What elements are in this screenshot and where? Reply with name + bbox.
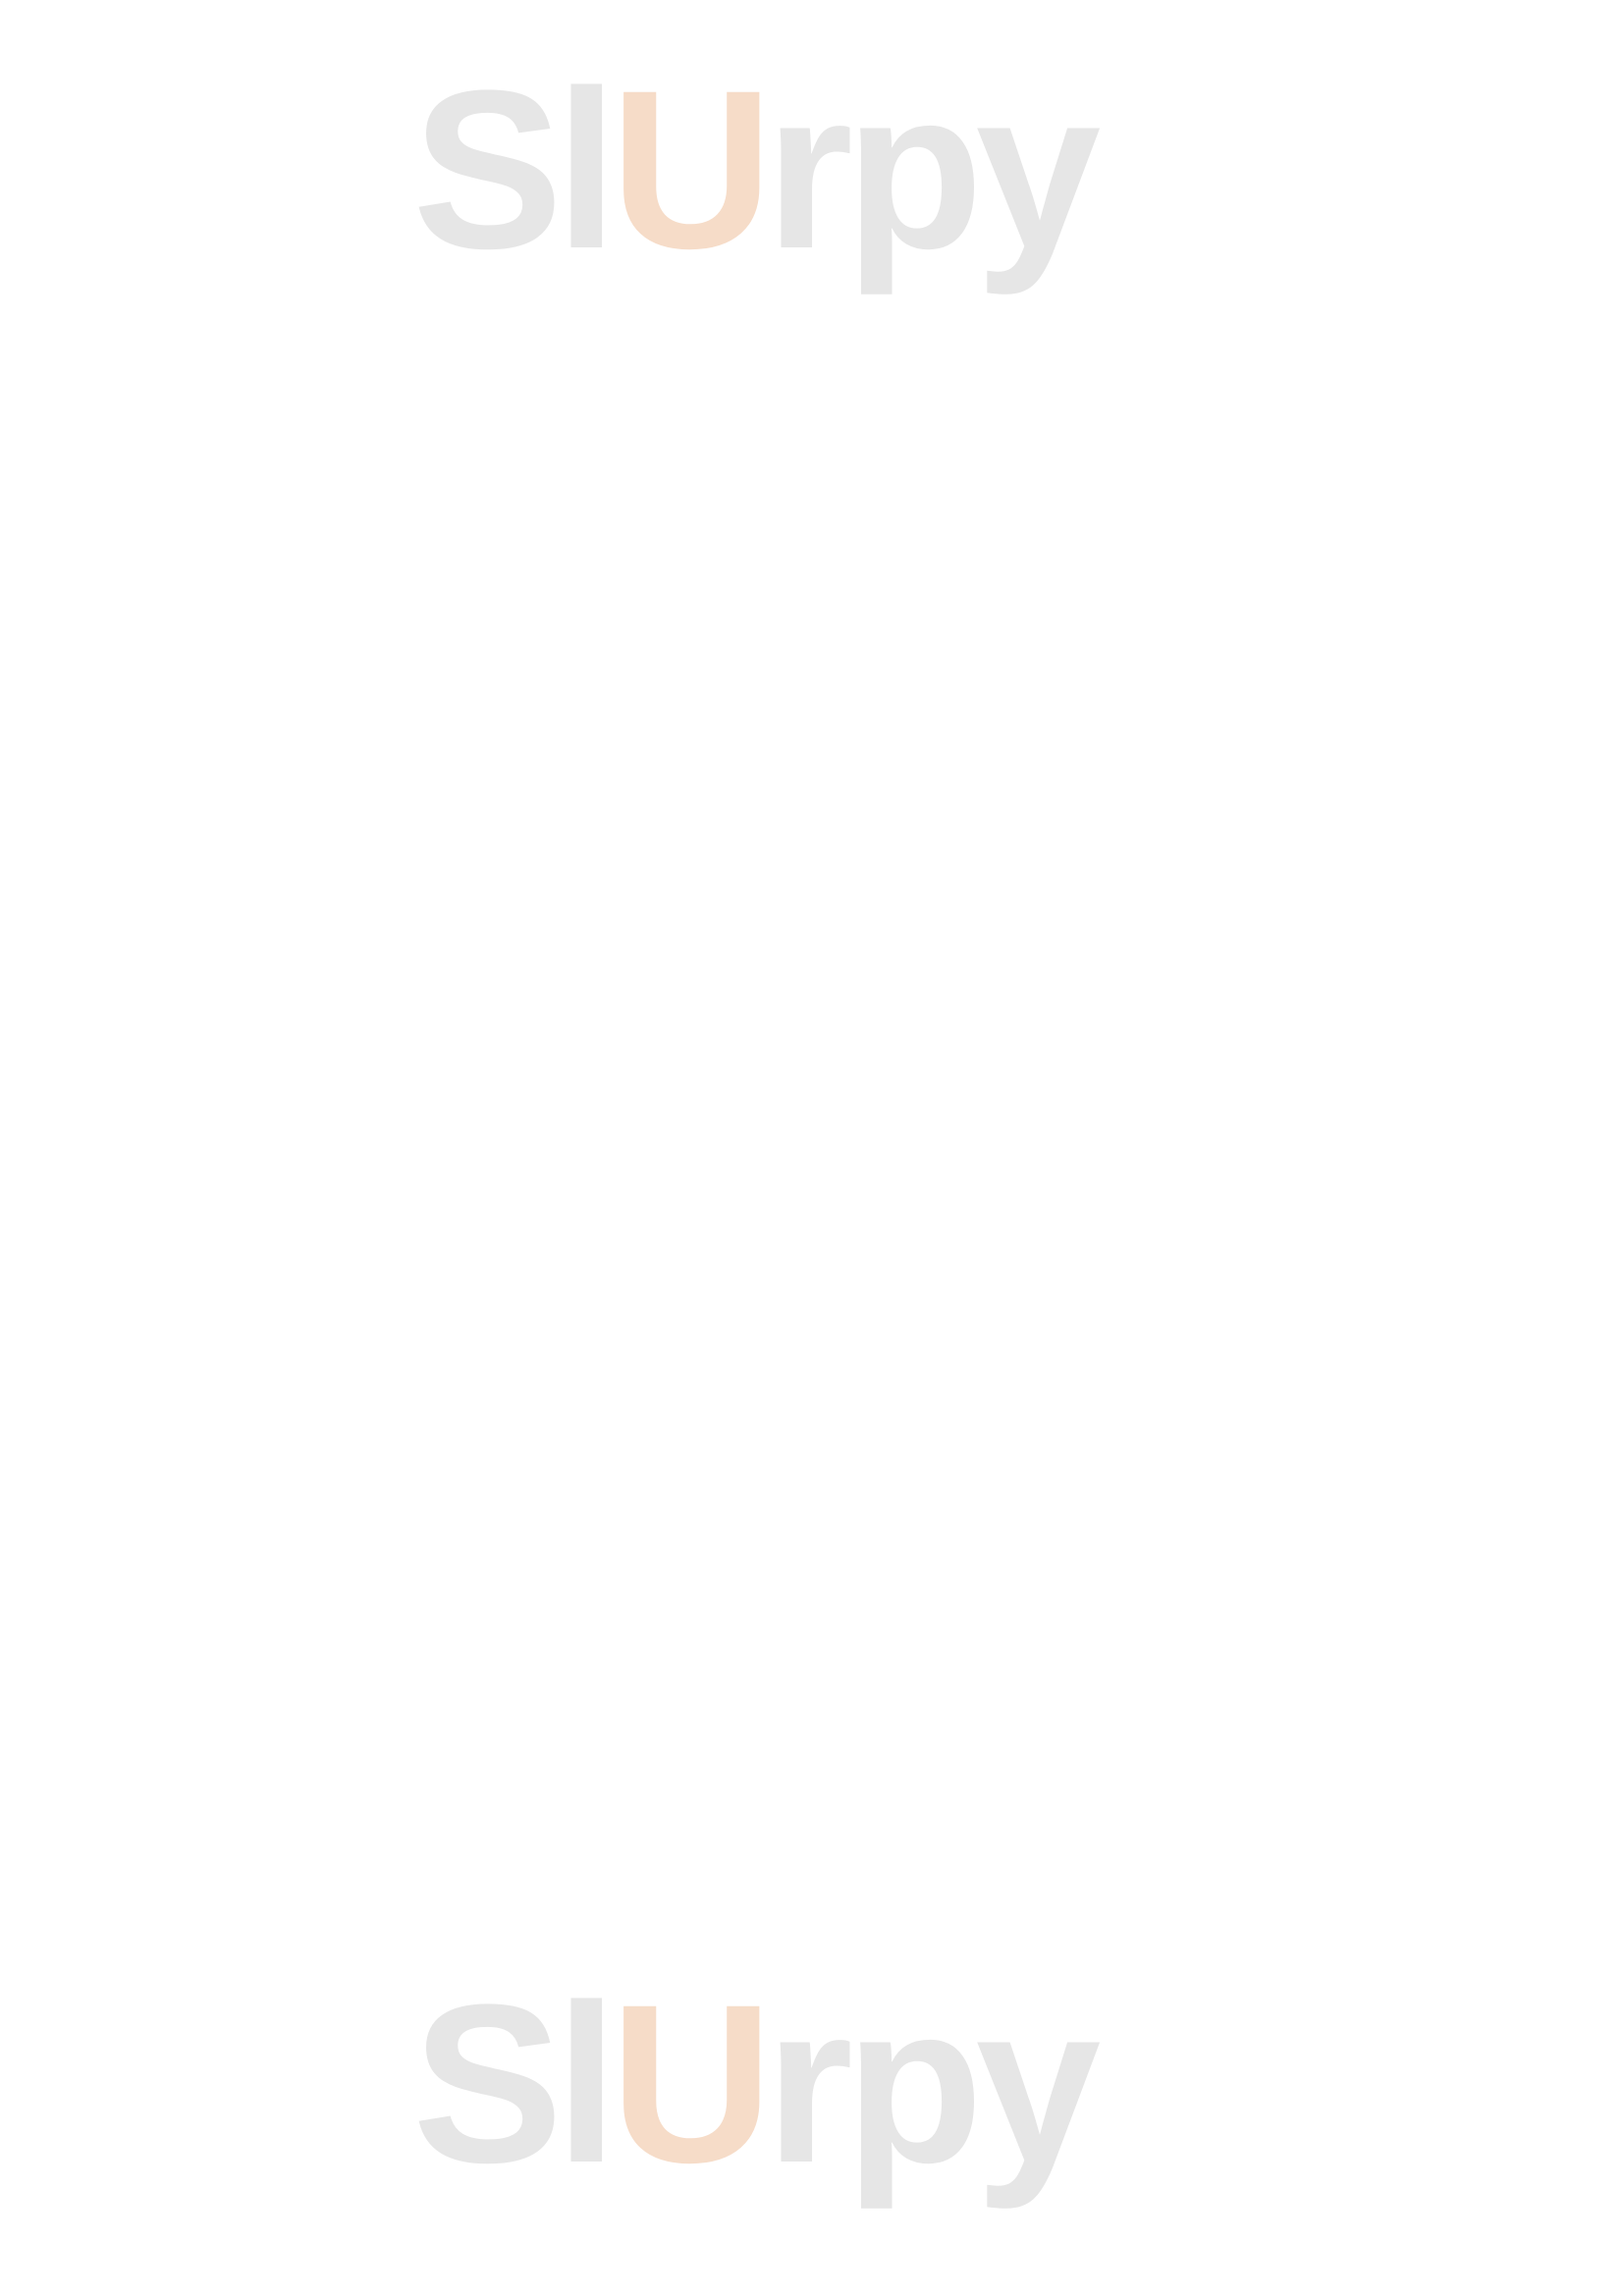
watermark-logo-top: SlUrpy	[412, 43, 1094, 295]
watermark-logo-bottom: SlUrpy	[412, 1957, 1094, 2210]
